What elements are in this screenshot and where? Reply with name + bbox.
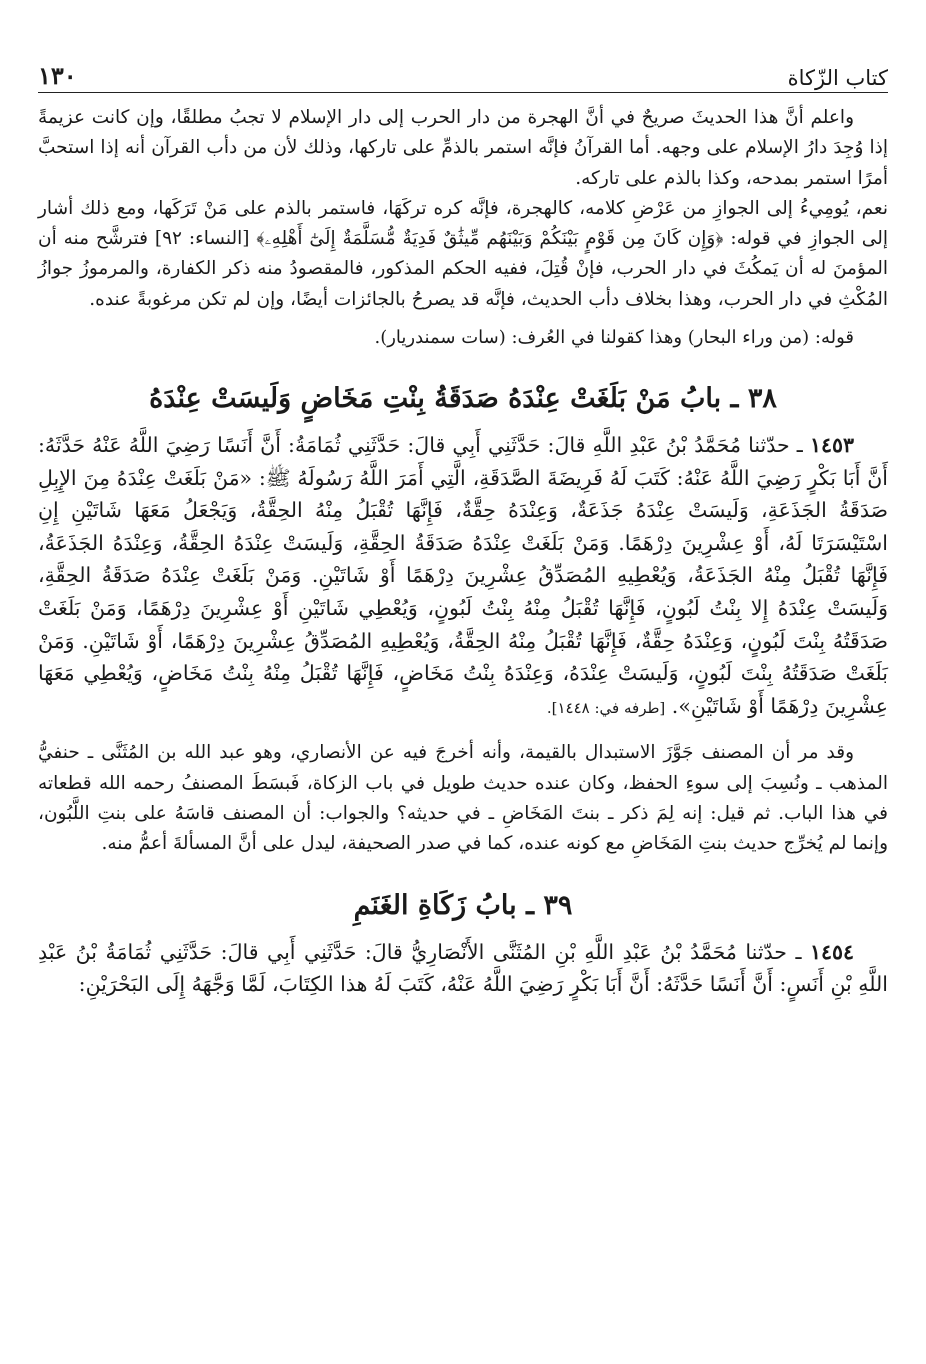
commentary-paragraph-3: وقد مر أن المصنف جَوَّزَ الاستبدال بالقيمة، وأنه أخرجَ فيه عن الأنصاري، وهو عبد الله بن المُثَنَّى ـ حنفيُّ المذهب ـ ونُسِبَ إلى سوءِ الحفظ، وكان عنده حديث طويل في باب الزكاة، فَبسَطَ المصنفُ رحمه الله قطعاته في هذا الباب. ثم قيل: إنه لِمَ ذكر ـ بنتَ المَخَاضِ ـ في حديثه؟ والجواب: أن المصنف قاسَهُ على بنتِ اللَّبُون، وإنما لم يُخرِّج حديث بنتِ المَخَاضِ مع كونه عنده، كما في صدر الصحيفة، ليدل على أنَّ المسألةَ أعمُّ منه. <box>38 742 888 855</box>
hadith-text: ـ حدّثنا مُحَمَّدُ بْنُ عَبْدِ اللَّهِ قالَ: حَدَّثَنِي أَبِي قالَ: حَدَّثَنِي ثُمَامَةُ: أَنَّ أَنَسًا رَضِيَ اللَّهُ عَنْهُ حَدَّثَهُ: أَنَّ أَبَا بَكْرٍ رَضِيَ اللَّهُ عَنْهُ: كَتَبَ لَهُ فَرِيضَةَ الصَّدَقَةِ، الَّتِي أَمَرَ اللَّهُ رَسُولَهُ ﷺ: «مَنْ بَلَغَتْ عِنْدَهُ مِنَ الإِبِلِ صَدَقَةُ الجَذَعَةِ، وَلَيسَتْ عِنْدَهُ جَذَعَةٌ، وَعِنْدَهُ حِقَّةٌ، فَإِنَّهَا تُقْبَلُ مِنْهُ الحِقَّةُ، وَيَجْعَلُ مَعَهَا شَاتَيْنِ إِنِ اسْتَيْسَرَتَا لَهُ، أَوْ عِشْرِينَ دِرْهَمًا. وَمَنْ بَلَغَتْ عِنْدَهُ صَدَقَةُ الحِقَّةِ، وَلَيسَتْ عِنْدَهُ الحِقَّةُ، وَعِنْدَهُ الجَذَعَةُ، فَإِنَّهَا تُقْبَلُ مِنْهُ الجَذَعَةُ، وَيُعْطِيهِ المُصَدِّقُ عِشْرِينَ دِرْهَمًا أَوْ شَاتَيْنِ. وَمَنْ بَلَغَتْ عِنْدَهُ صَدَقَةُ الحِقَّةِ، وَلَيسَتْ عِنْدَهُ إِلا بِنْتُ لَبُونٍ، فَإِنَّهَا تُقْبَلُ مِنْهُ بِنْتُ لَبُونٍ، وَيُعْطِي شَاتَيْنِ أَوْ عِشْرِينَ دِرْهَمًا، وَمَنْ بَلَغَتْ صَدَقَتُهُ بِنْتَ لَبُونٍ، وَعِنْدَهُ حِقَّةٌ، فَإِنَّهَا تُقْبَلُ مِنْهُ الحِقَّةُ، وَيُعْطِيهِ المُصَدِّقُ عِشْرِينَ دِرْهَمًا، أَوْ شَاتَيْنِ. وَمَنْ بَلَغَتْ صَدَقَتُهُ بِنْتَ لَبُونٍ، وَلَيسَتْ عِنْدَهُ، وَعِنْدَهُ بِنْتُ مَخَاضٍ، فَإِنَّهَا تُقْبَلُ مِنْهُ بِنْتُ مَخَاضٍ، وَيُعْطِي مَعَهَا عِشْرِينَ دِرْهَمًا أَوْ شَاتَيْنِ». <box>38 433 888 718</box>
quran-verse: ﴿وَإِن كَانَ مِن قَوْمٍ بَيْنَكُمْ وَبَيْنَهُم مِّيثَٰقٌ فَدِيَةٌ مُّسَلَّمَةٌ إِلَىٰٓ أَهْلِهِۦ﴾ <box>256 228 724 250</box>
hadith-text: ـ حدّثنا مُحَمَّدُ بْنُ عَبْدِ اللَّهِ بْنِ المُثَنَّى الأَنْصَارِيُّ قالَ: حَدَّثَنِي أَبِي قالَ: حَدَّثَنِي ثُمَامَةُ بْنُ عَبْدِ اللَّهِ بْنِ أَنَسٍ: أَنَّ أَنَسًا حَدَّثَهُ: أَنَّ أَبَا بَكْرٍ رَضِيَ اللَّهُ عَنْهُ، كَتَبَ لَهُ هذا الكِتَابَ، لَمَّا وَجَّهَهُ إِلَى البَحْرَيْنِ: <box>38 939 888 997</box>
commentary-text-before-verse: نعم، يُومِيءُ إلى الجوازِ من عَرْضِ كلامه، كالهجرة، فإنَّه كره تركَهَا، فاستمر بالذم على مَنْ تَرَكَها، ومع ذلك أشار إلى الجوازِ في قوله: <box>38 197 888 250</box>
hadith-cross-reference: [طرفه في: ١٤٤٨]. <box>546 698 666 717</box>
hadith-number: ١٤٥٤ <box>809 939 854 964</box>
chapter-heading-38: ٣٨ ـ بابُ مَنْ بَلَغَتْ عِنْدَهُ صَدَقَةُ بِنْتِ مَخَاضٍ وَلَيسَتْ عِنْدَهُ <box>149 383 777 415</box>
commentary-text-after-verse: فترشَّح منه أن المؤمنَ له أن يَمكُثَ في دار الحرب، فإنْ قُتِلَ، ففيه الحكم المذكور، فالمقصودُ منه ذكر الكفارة، والمرموزُ جوازُ المُكْثِ في دار الحرب، وهذا بخلاف دأب الحديث، فإنَّه قد يصرحُ بالجائزات أيضًا، وإن لم تكن مرغوبةً عنده. <box>38 228 888 310</box>
page-header <box>38 50 888 93</box>
verse-reference: [النساء: ٩٢] <box>147 228 257 250</box>
chapter-heading-39: ٣٩ ـ بابُ زَكَاةِ الغَنَمِ <box>353 889 573 921</box>
book-page <box>38 50 888 1001</box>
commentary-paragraph-1: واعلم أنَّ هذا الحديثَ صريحٌ في أنَّ الهجرة من دار الحرب إلى دار الإسلام لا تجبُ مطلقًا، وإن كانت عزيمةً إذا وُجِدَ دارُ الإسلام على وجهه. أما القرآنُ فإنَّه استمر بالذمِّ على تاركها، وذلك لأن من دأب القرآن أنه إذا استحبَّ أمرًا استمر بمدحه، وكذا بالذم على تاركه. <box>38 107 888 189</box>
page-number: ١٣٠ <box>38 61 77 90</box>
hadith-1453 <box>38 429 888 724</box>
book-title: كتاب الزّكاة <box>787 66 888 90</box>
commentary-paragraph-2 <box>38 194 888 315</box>
note-line: قوله: (من وراء البحار) وهذا كقولنا في العُرف: (سات سمندريار). <box>374 327 854 349</box>
hadith-1454 <box>38 936 888 1001</box>
hadith-number: ١٤٥٣ <box>809 433 854 458</box>
